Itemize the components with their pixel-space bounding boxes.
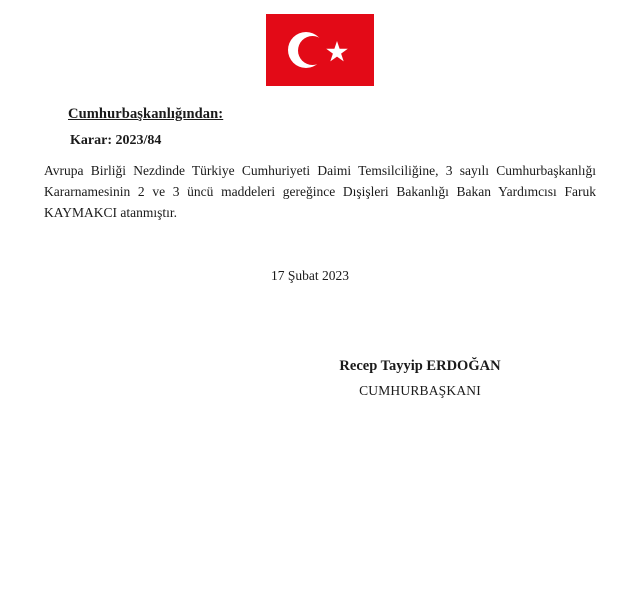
document-body <box>0 106 640 399</box>
turkish-flag-icon <box>266 14 374 86</box>
issuing-authority: Cumhurbaşkanlığından: <box>68 106 224 122</box>
document-date: 17 Şubat 2023 <box>270 267 349 283</box>
decision-number: Karar: 2023/84 <box>70 133 162 148</box>
decision-text: Avrupa Birliği Nezdinde Türkiye Cumhuriyeti Daimi Temsilciliğine, 3 sayılı Cumhurbaşkanlığı Kararnamesinin 2 ve 3 üncü maddeleri gereğince Dışişleri Bakanlığı Bakan Yardımcısı Faruk KAYMAKCI atanmıştır. <box>44 163 596 220</box>
signatory-title: CUMHURBAŞKANI <box>359 382 481 398</box>
signatory-name: Recep Tayyip ERDOĞAN <box>339 357 501 374</box>
flag-container <box>0 0 640 86</box>
crescent-inner-shape <box>298 36 327 65</box>
signature-block <box>22 358 618 399</box>
